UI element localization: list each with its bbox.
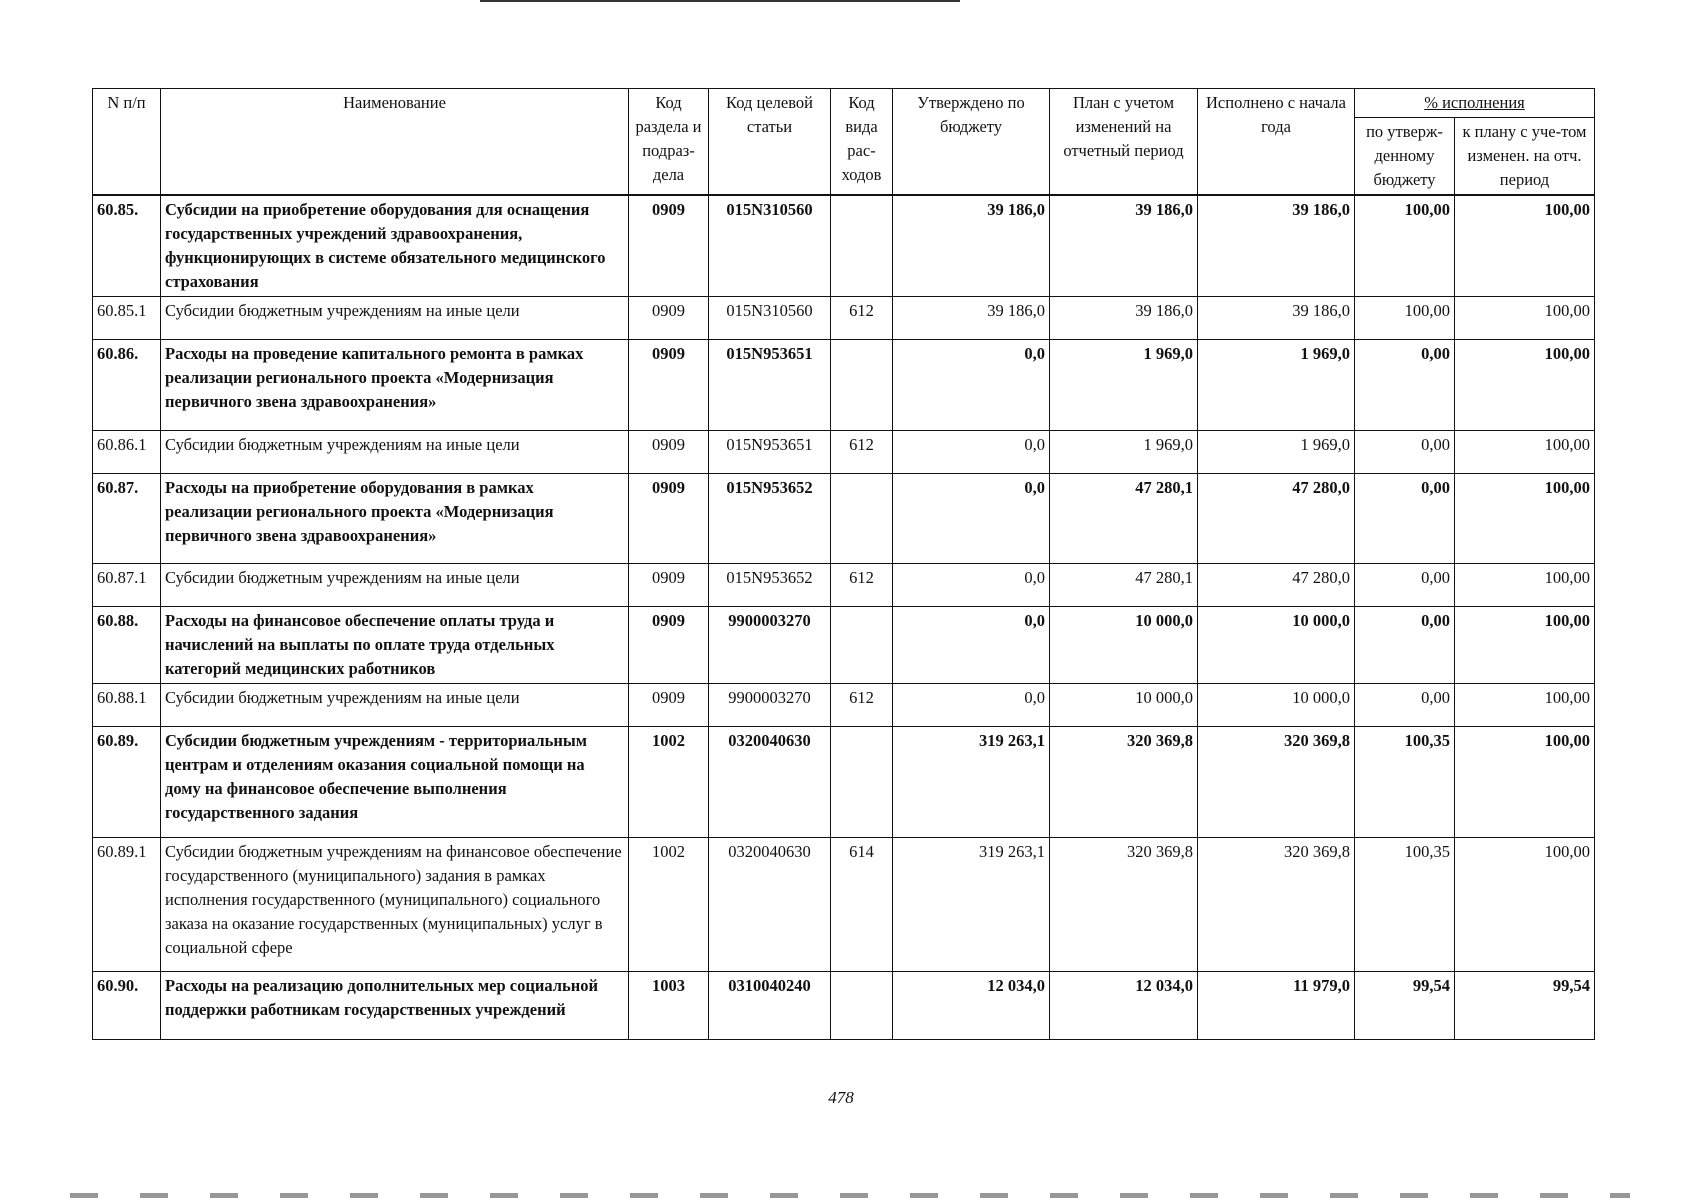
row-plan-cell: 47 280,1 bbox=[1050, 474, 1198, 564]
row-target-code-cell: 9900003270 bbox=[709, 684, 831, 727]
row-percent-budget-cell: 0,00 bbox=[1355, 340, 1455, 431]
row-name-cell: Расходы на реализацию дополнительных мер социальной поддержки работникам государственных учреждений bbox=[161, 972, 629, 1040]
row-section-code-cell: 0909 bbox=[629, 684, 709, 727]
table-row bbox=[93, 727, 1595, 838]
row-executed-cell: 1 969,0 bbox=[1198, 340, 1355, 431]
row-approved-cell: 0,0 bbox=[893, 684, 1050, 727]
row-expense-kind-cell: 612 bbox=[831, 564, 893, 607]
row-expense-kind-cell: 614 bbox=[831, 838, 893, 972]
header-percent-group: % исполнения bbox=[1355, 89, 1595, 118]
row-plan-cell: 1 969,0 bbox=[1050, 340, 1198, 431]
table-row bbox=[93, 838, 1595, 972]
row-target-code-cell: 015N953652 bbox=[709, 474, 831, 564]
row-number-cell: 60.85. bbox=[93, 195, 161, 297]
bottom-scan-marks bbox=[70, 1193, 1630, 1198]
row-number-cell: 60.87.1 bbox=[93, 564, 161, 607]
row-section-code-cell: 1002 bbox=[629, 727, 709, 838]
row-executed-cell: 39 186,0 bbox=[1198, 297, 1355, 340]
header-target-code: Код целевой статьи bbox=[709, 89, 831, 196]
row-number-cell: 60.89.1 bbox=[93, 838, 161, 972]
row-approved-cell: 0,0 bbox=[893, 431, 1050, 474]
row-executed-cell: 320 369,8 bbox=[1198, 727, 1355, 838]
row-executed-cell: 1 969,0 bbox=[1198, 431, 1355, 474]
row-name-cell: Субсидии бюджетным учреждениям на иные цели bbox=[161, 564, 629, 607]
row-percent-plan-cell: 100,00 bbox=[1455, 684, 1595, 727]
header-expense-kind-code: Код вида рас-ходов bbox=[831, 89, 893, 196]
row-executed-cell: 320 369,8 bbox=[1198, 838, 1355, 972]
row-executed-cell: 47 280,0 bbox=[1198, 474, 1355, 564]
table-body bbox=[93, 195, 1595, 1040]
row-expense-kind-cell bbox=[831, 972, 893, 1040]
row-number-cell: 60.86.1 bbox=[93, 431, 161, 474]
row-section-code-cell: 0909 bbox=[629, 195, 709, 297]
row-section-code-cell: 0909 bbox=[629, 607, 709, 684]
row-executed-cell: 39 186,0 bbox=[1198, 195, 1355, 297]
row-name-cell: Расходы на проведение капитального ремонта в рамках реализации регионального проекта «Модернизация первичного звена здравоохранения» bbox=[161, 340, 629, 431]
top-edge-line bbox=[480, 0, 960, 2]
header-percent-plan: к плану с уче-том изменен. на отч. период bbox=[1455, 118, 1595, 196]
row-approved-cell: 12 034,0 bbox=[893, 972, 1050, 1040]
row-percent-plan-cell: 100,00 bbox=[1455, 838, 1595, 972]
row-target-code-cell: 9900003270 bbox=[709, 607, 831, 684]
row-percent-budget-cell: 0,00 bbox=[1355, 564, 1455, 607]
row-executed-cell: 10 000,0 bbox=[1198, 684, 1355, 727]
row-number-cell: 60.88.1 bbox=[93, 684, 161, 727]
row-name-cell: Субсидии бюджетным учреждениям на иные цели bbox=[161, 684, 629, 727]
row-name-cell: Субсидии бюджетным учреждениям - территориальным центрам и отделениям оказания социальной помощи на дому на финансовое обеспечение выполнения государственного задания bbox=[161, 727, 629, 838]
row-section-code-cell: 0909 bbox=[629, 340, 709, 431]
row-plan-cell: 39 186,0 bbox=[1050, 195, 1198, 297]
row-percent-plan-cell: 100,00 bbox=[1455, 431, 1595, 474]
row-percent-budget-cell: 99,54 bbox=[1355, 972, 1455, 1040]
row-percent-budget-cell: 0,00 bbox=[1355, 684, 1455, 727]
row-percent-plan-cell: 100,00 bbox=[1455, 340, 1595, 431]
table-row bbox=[93, 684, 1595, 727]
row-target-code-cell: 0320040630 bbox=[709, 727, 831, 838]
row-target-code-cell: 015N310560 bbox=[709, 297, 831, 340]
row-percent-plan-cell: 99,54 bbox=[1455, 972, 1595, 1040]
row-number-cell: 60.87. bbox=[93, 474, 161, 564]
row-approved-cell: 0,0 bbox=[893, 564, 1050, 607]
row-executed-cell: 11 979,0 bbox=[1198, 972, 1355, 1040]
row-section-code-cell: 0909 bbox=[629, 431, 709, 474]
row-executed-cell: 47 280,0 bbox=[1198, 564, 1355, 607]
table-row bbox=[93, 564, 1595, 607]
header-name: Наименование bbox=[161, 89, 629, 196]
row-plan-cell: 320 369,8 bbox=[1050, 838, 1198, 972]
row-name-cell: Субсидии бюджетным учреждениям на иные цели bbox=[161, 297, 629, 340]
row-approved-cell: 39 186,0 bbox=[893, 297, 1050, 340]
header-section-code: Код раздела и подраз-дела bbox=[629, 89, 709, 196]
table-row bbox=[93, 474, 1595, 564]
row-percent-plan-cell: 100,00 bbox=[1455, 474, 1595, 564]
row-approved-cell: 319 263,1 bbox=[893, 727, 1050, 838]
row-plan-cell: 12 034,0 bbox=[1050, 972, 1198, 1040]
row-expense-kind-cell bbox=[831, 727, 893, 838]
row-approved-cell: 0,0 bbox=[893, 607, 1050, 684]
row-percent-budget-cell: 100,35 bbox=[1355, 727, 1455, 838]
table-row bbox=[93, 972, 1595, 1040]
row-percent-budget-cell: 100,35 bbox=[1355, 838, 1455, 972]
row-number-cell: 60.86. bbox=[93, 340, 161, 431]
table-row bbox=[93, 607, 1595, 684]
row-percent-budget-cell: 100,00 bbox=[1355, 297, 1455, 340]
row-plan-cell: 10 000,0 bbox=[1050, 684, 1198, 727]
row-target-code-cell: 015N953651 bbox=[709, 340, 831, 431]
row-plan-cell: 47 280,1 bbox=[1050, 564, 1198, 607]
row-section-code-cell: 0909 bbox=[629, 564, 709, 607]
row-section-code-cell: 0909 bbox=[629, 297, 709, 340]
row-name-cell: Субсидии бюджетным учреждениям на финансовое обеспечение государственного (муниципального) задания в рамках исполнения государственного (муниципального) социального заказа на оказание государственных (муниципальных) услуг в социальной сфере bbox=[161, 838, 629, 972]
row-expense-kind-cell bbox=[831, 195, 893, 297]
row-name-cell: Субсидии на приобретение оборудования для оснащения государственных учреждений здравоохранения, функционирующих в системе обязательного медицинского страхования bbox=[161, 195, 629, 297]
row-plan-cell: 39 186,0 bbox=[1050, 297, 1198, 340]
row-expense-kind-cell bbox=[831, 474, 893, 564]
page-number: 478 bbox=[828, 1088, 854, 1107]
row-number-cell: 60.90. bbox=[93, 972, 161, 1040]
header-plan: План с учетом изменений на отчетный период bbox=[1050, 89, 1198, 196]
row-approved-cell: 319 263,1 bbox=[893, 838, 1050, 972]
row-approved-cell: 39 186,0 bbox=[893, 195, 1050, 297]
row-approved-cell: 0,0 bbox=[893, 474, 1050, 564]
header-percent-budget: по утверж-денному бюджету bbox=[1355, 118, 1455, 196]
row-percent-budget-cell: 0,00 bbox=[1355, 474, 1455, 564]
row-section-code-cell: 1002 bbox=[629, 838, 709, 972]
row-plan-cell: 10 000,0 bbox=[1050, 607, 1198, 684]
row-plan-cell: 1 969,0 bbox=[1050, 431, 1198, 474]
row-approved-cell: 0,0 bbox=[893, 340, 1050, 431]
header-approved: Утверждено по бюджету bbox=[893, 89, 1050, 196]
row-name-cell: Расходы на приобретение оборудования в рамках реализации регионального проекта «Модернизация первичного звена здравоохранения» bbox=[161, 474, 629, 564]
row-section-code-cell: 1003 bbox=[629, 972, 709, 1040]
row-target-code-cell: 0320040630 bbox=[709, 838, 831, 972]
row-name-cell: Субсидии бюджетным учреждениям на иные цели bbox=[161, 431, 629, 474]
row-executed-cell: 10 000,0 bbox=[1198, 607, 1355, 684]
row-plan-cell: 320 369,8 bbox=[1050, 727, 1198, 838]
header-executed: Исполнено с начала года bbox=[1198, 89, 1355, 196]
row-number-cell: 60.85.1 bbox=[93, 297, 161, 340]
row-name-cell: Расходы на финансовое обеспечение оплаты труда и начислений на выплаты по оплате труда отдельных категорий медицинских работников bbox=[161, 607, 629, 684]
table-row bbox=[93, 340, 1595, 431]
row-percent-plan-cell: 100,00 bbox=[1455, 195, 1595, 297]
row-expense-kind-cell: 612 bbox=[831, 431, 893, 474]
row-percent-plan-cell: 100,00 bbox=[1455, 727, 1595, 838]
row-percent-budget-cell: 0,00 bbox=[1355, 431, 1455, 474]
row-target-code-cell: 015N953651 bbox=[709, 431, 831, 474]
row-expense-kind-cell: 612 bbox=[831, 684, 893, 727]
row-percent-budget-cell: 100,00 bbox=[1355, 195, 1455, 297]
row-number-cell: 60.88. bbox=[93, 607, 161, 684]
table-row bbox=[93, 431, 1595, 474]
row-percent-plan-cell: 100,00 bbox=[1455, 297, 1595, 340]
table-header bbox=[93, 89, 1595, 196]
row-number-cell: 60.89. bbox=[93, 727, 161, 838]
row-section-code-cell: 0909 bbox=[629, 474, 709, 564]
table-row bbox=[93, 195, 1595, 297]
header-num: N п/п bbox=[93, 89, 161, 196]
row-expense-kind-cell: 612 bbox=[831, 297, 893, 340]
table-row bbox=[93, 297, 1595, 340]
row-target-code-cell: 015N310560 bbox=[709, 195, 831, 297]
row-target-code-cell: 015N953652 bbox=[709, 564, 831, 607]
row-expense-kind-cell bbox=[831, 607, 893, 684]
budget-execution-table bbox=[92, 88, 1595, 1040]
row-target-code-cell: 0310040240 bbox=[709, 972, 831, 1040]
row-percent-budget-cell: 0,00 bbox=[1355, 607, 1455, 684]
row-percent-plan-cell: 100,00 bbox=[1455, 607, 1595, 684]
row-expense-kind-cell bbox=[831, 340, 893, 431]
row-percent-plan-cell: 100,00 bbox=[1455, 564, 1595, 607]
